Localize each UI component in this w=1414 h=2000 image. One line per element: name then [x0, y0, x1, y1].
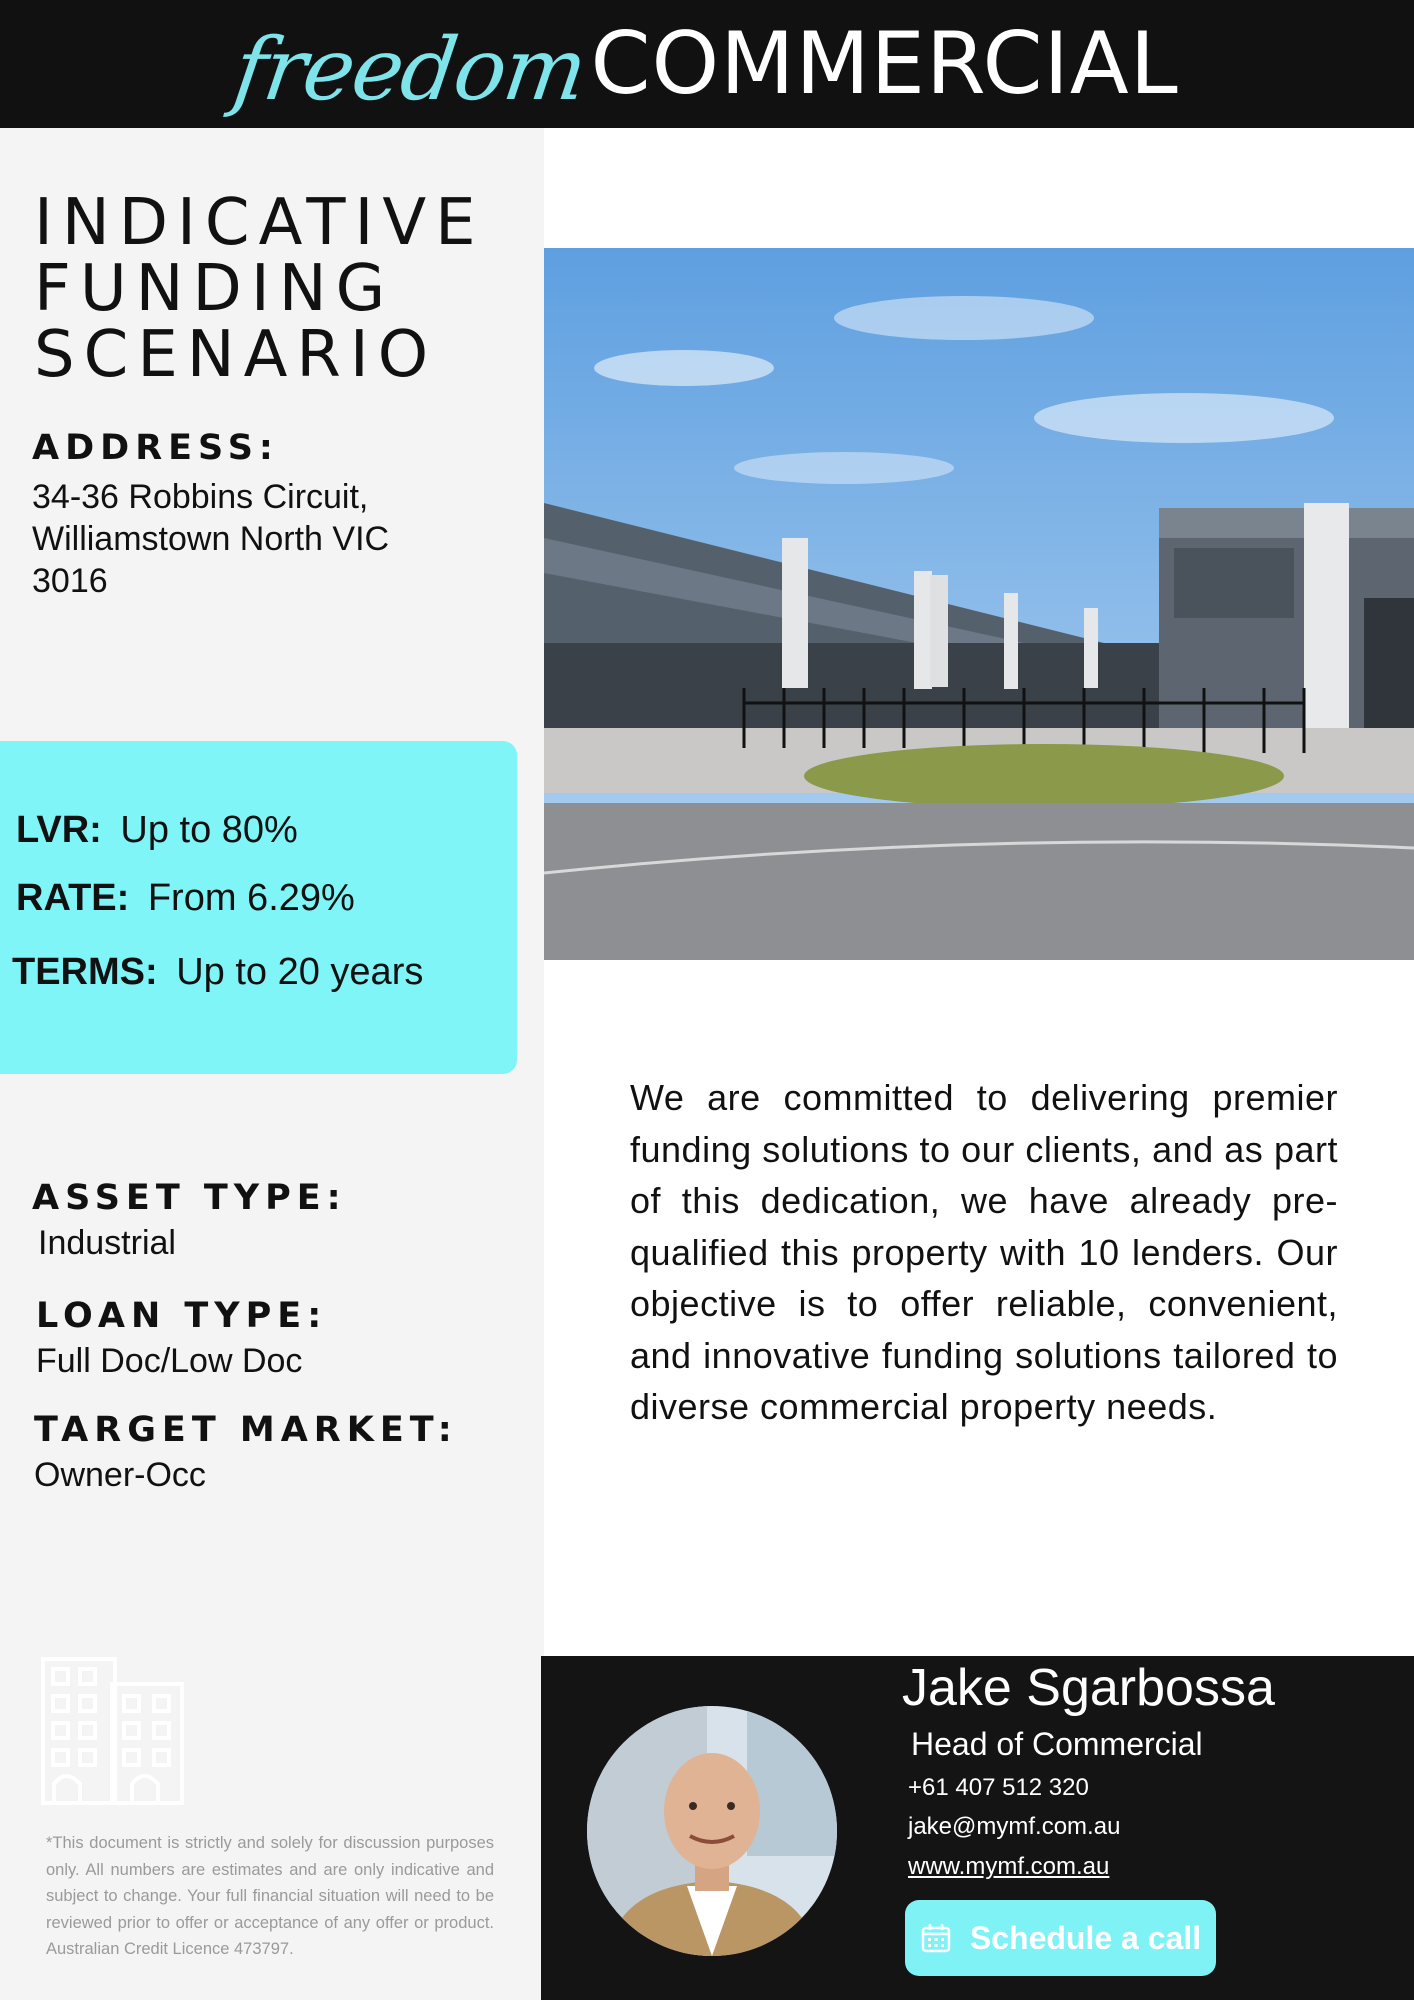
- disclaimer-text: *This document is strictly and solely for discussion purposes only. All numbers are estimates and are only indicative and subject to change. Your full financial situation will need to be reviewed prior to offer or acceptance of any offer or product. Australian Credit Licence 473797.: [46, 1834, 494, 1958]
- address-line-3: 3016: [32, 562, 108, 600]
- lvr-row: [16, 809, 298, 852]
- logo-script-text: freedom: [228, 20, 592, 120]
- terms-highlight-box: [0, 741, 517, 1074]
- address-line-1: 34-36 Robbins Circuit,: [32, 478, 369, 516]
- title-line-3: SCENARIO: [34, 318, 438, 392]
- building-icon: [40, 1656, 186, 1806]
- commitment-paragraph: We are committed to delivering premier funding solutions to our clients, and as part of this dedication, we have already pre-qualified this property with 10 lenders. Our objective is to offer reliable, convenient, and innovative funding solutions tailored to diverse commercial property needs.: [630, 1077, 1338, 1427]
- terms-label: TERMS:: [12, 951, 158, 993]
- asset-type-label: ASSET TYPE:: [32, 1178, 347, 1218]
- address-label: ADDRESS:: [32, 428, 279, 468]
- loan-type-label: LOAN TYPE:: [36, 1296, 328, 1336]
- calendar-icon: [920, 1922, 952, 1954]
- agent-avatar: [587, 1706, 837, 1956]
- rate-value: From 6.29%: [147, 877, 355, 919]
- schedule-call-label: Schedule a call: [969, 1919, 1202, 1956]
- rate-label: RATE:: [16, 877, 130, 919]
- address-line-2: Williamstown North VIC: [32, 520, 390, 558]
- agent-website-link[interactable]: www.mymf.com.au: [908, 1853, 1110, 1880]
- loan-type-value: Full Doc/Low Doc: [36, 1342, 303, 1380]
- lvr-label: LVR:: [16, 809, 102, 851]
- title-line-1: INDICATIVE: [34, 186, 485, 260]
- schedule-call-button[interactable]: [905, 1900, 1216, 1976]
- agent-role: Head of Commercial: [911, 1726, 1203, 1762]
- brand-logo: [228, 14, 1179, 120]
- target-market-label: TARGET MARKET:: [34, 1410, 458, 1450]
- property-photo: [544, 248, 1414, 960]
- agent-name: Jake Sgarbossa: [902, 1659, 1275, 1717]
- header-bar: [0, 0, 1414, 128]
- agent-email[interactable]: jake@mymf.com.au: [908, 1813, 1121, 1840]
- agent-phone[interactable]: +61 407 512 320: [908, 1774, 1089, 1801]
- target-market-value: Owner-Occ: [34, 1456, 206, 1494]
- asset-type-value: Industrial: [38, 1224, 176, 1262]
- lvr-value: Up to 80%: [120, 809, 298, 851]
- terms-row: [12, 951, 423, 994]
- terms-value: Up to 20 years: [176, 951, 424, 993]
- title-line-2: FUNDING: [34, 252, 395, 326]
- logo-word-text: COMMERCIAL: [590, 14, 1179, 114]
- rate-row: [16, 877, 355, 920]
- page-title: [34, 186, 485, 392]
- address-value: [32, 476, 389, 602]
